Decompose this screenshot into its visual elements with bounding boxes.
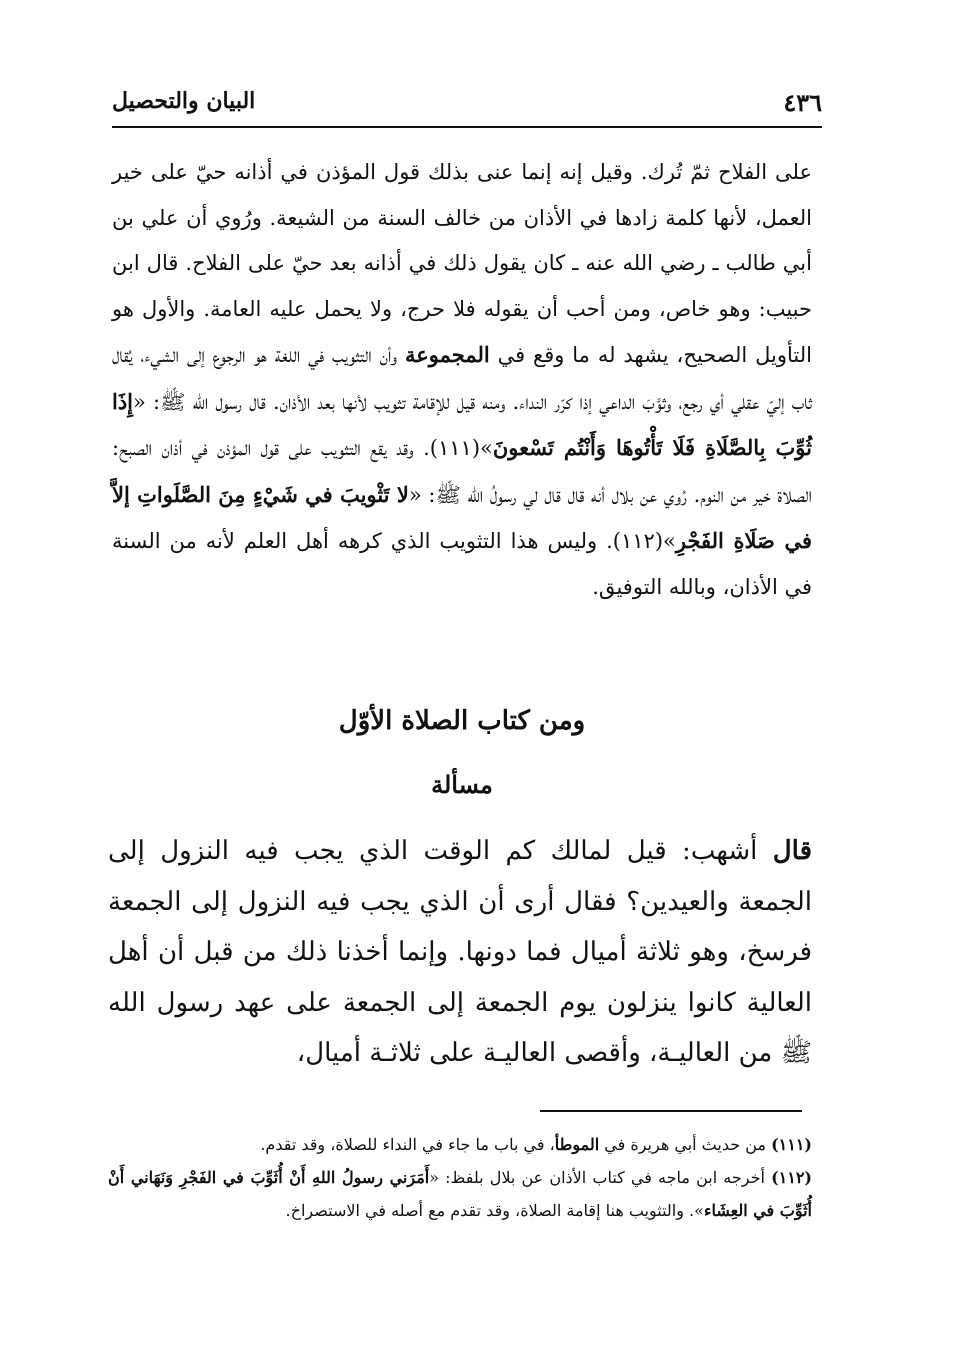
footnote-rule: [540, 1110, 802, 1112]
footnote-source: الموطأ: [554, 1135, 600, 1154]
masala-body: أشهب: قيل لمالك كم الوقت الذي يجب فيه النزول إلى الجمعة والعيدين؟ فقال أرى أن الذي يجب فيه النزول إلى الجمعة فرسخ، وهو ثلاثة أميال فما دونها. وإنما أخذنا ذلك من قبل أن أهل العالية كانوا ينزلون يوم الجمعة إلى الجمعة على عهد رسول الله ﷺ من العاليـة، وأقصى العاليـة على ثلاثـة أميال،: [108, 836, 812, 1068]
body-text: »(١١١). وقد يقع التثويب على قول المؤذن في أذان الصبح: الصلاة خير من النوم. رُوي عن بلال أنه قال قال لي رسولُ الله ﷺ: «: [112, 436, 813, 507]
sub-heading: مسألة: [431, 770, 493, 799]
footnote-112: [108, 1161, 812, 1227]
footnote-text: ». والتثويب هنا إقامة الصلاة، وقد تقدم مع أصله في الاستصراخ.: [285, 1201, 704, 1220]
footnote-hadith: أَمَرَني رسولُ اللهِ أَنْ أُثَوِّبَ في الفَجْرِ وَنَهَاني أَنْ أُثَوِّبَ في العِشَاء: [108, 1168, 812, 1220]
footnote-111: [108, 1128, 812, 1161]
body-text: وأن التثويب في اللغة هو الرجوع إلى الشيء، يُقال ثاب إليّ عقلي أي رجع، وثوَّبَ الداعي إذا كرّر النداء. ومنه قيل للإقامة تثويب لأنها بعد الأذان. قال رسول الله ﷺ: «: [112, 343, 813, 414]
masala-text: [108, 826, 812, 1079]
body-text: »(١١٢). وليس هذا التثويب الذي كرهه أهل العلم لأنه من السنة في الأذان، وبالله التوفيق.: [112, 529, 812, 599]
running-title: البيان والتحصيل: [112, 88, 256, 114]
footnote-number: (١١٢): [771, 1168, 812, 1187]
page-number: ٤٣٦: [783, 88, 822, 117]
hadith-quote: إِذَا ثُوِّبَ بِالصَّلَاةِ فَلَا تَأْتُوهَا وَأَنْتُم تَسْعونَ: [112, 388, 812, 460]
footnote-number: (١١١): [771, 1135, 812, 1154]
footnotes: [108, 1128, 812, 1227]
body-text: على الفلاح ثمّ تُرك. وقيل إنه إنما عنى بذلك قول المؤذن في أذانه حيّ على خير العمل، لأنها كلمة زادها في الأذان من خالف السنة من الشيعة. ورُوي أن علي بن أبي طالب ـ رضي الله عنه ـ كان يقول ذلك في أذانه بعد حيّ على الفلاح. قال ابن حبيب: وهو خاص، ومن أحب أن يقوله فلا حرج، ولا يحمل عليه العامة. والأول هو التأويل الصحيح، يشهد له ما وقع في: [112, 160, 812, 367]
body-paragraph: [112, 150, 812, 610]
hadith-quote: لا تَثْويبَ في شَيْءٍ مِنَ الصَّلَواتِ إلاَّ في صَلَاةِ الفَجْرِ: [112, 481, 812, 553]
header-rule: [112, 126, 822, 128]
masala-paragraph: [108, 826, 812, 1079]
page-header: [112, 84, 822, 124]
main-text: [112, 150, 812, 610]
footnote-text: من حديث أبي هريرة في: [599, 1135, 772, 1154]
section-heading: ومن كتاب الصلاة الأوّل: [338, 706, 586, 736]
source-title: المجموعة: [405, 342, 490, 367]
footnote-text: أخرجه ابن ماجه في كتاب الأذان عن بلال بلفظ: «: [429, 1168, 772, 1187]
masala-lead: قال: [772, 836, 812, 866]
footnote-text: ، في باب ما جاء في النداء للصلاة، وقد تقدم.: [260, 1135, 555, 1154]
